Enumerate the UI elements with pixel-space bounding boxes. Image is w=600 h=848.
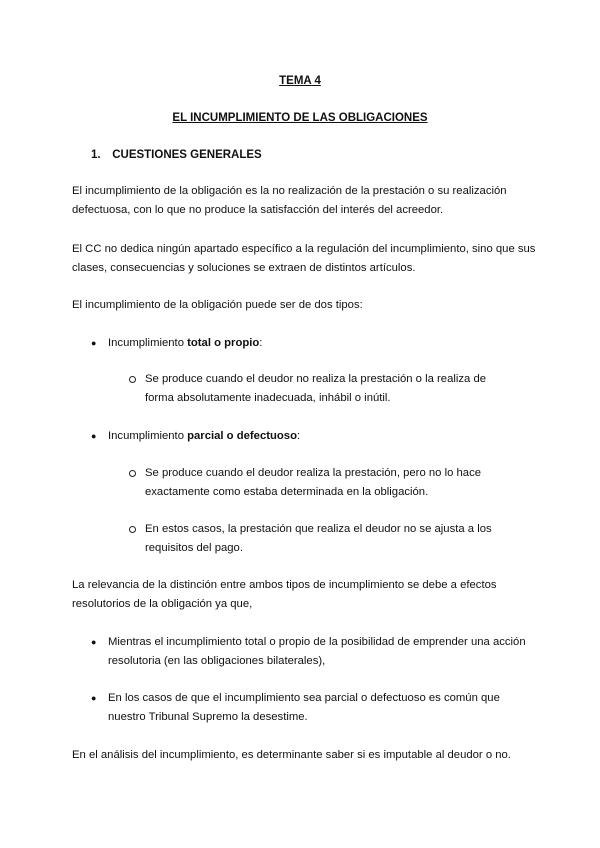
bullet-total-propio <box>108 334 538 353</box>
bullet-bold-term: total o propio <box>187 337 260 349</box>
sub-bullet-parcial-desc: Se produce cuando el deudor realiza la prestación, pero no lo hace exactamente como estaba determinada en la obligación. <box>145 467 481 498</box>
bullet-dot-icon: ● <box>91 431 97 441</box>
bullet-dot-icon: ● <box>91 338 97 348</box>
paragraph-definition: El incumplimiento de la obligación es la no realización de la prestación o su realización defectuosa, con lo que no produce la satisfacción del interés del acreedor. <box>72 185 507 216</box>
bullet-dot-icon: ● <box>91 637 97 647</box>
bullet-prefix: Incumplimiento <box>108 337 188 349</box>
sub-bullet-circle-icon <box>129 470 136 477</box>
section-number: 1. <box>91 149 101 161</box>
paragraph-types-intro: El incumplimiento de la obligación puede ser de dos tipos: <box>72 299 363 311</box>
paragraph-relevancia: La relevancia de la distinción entre ambos tipos de incumplimiento se debe a efectos resolutorios de la obligación ya que, <box>72 579 497 610</box>
bullet-casos-parcial: En los casos de que el incumplimiento sea parcial o defectuoso es común que nuestro Tribunal Supremo la desestime. <box>108 692 500 723</box>
bullet-prefix: Incumplimiento <box>108 430 188 442</box>
section-title: CUESTIONES GENERALES <box>112 149 262 161</box>
paragraph-cc: El CC no dedica ningún apartado específico a la regulación del incumplimiento, sino que sus clases, consecuencias y soluciones se extraen de distintos artículos. <box>72 243 536 274</box>
sub-bullet-parcial-requisitos: En estos casos, la prestación que realiza el deudor no se ajusta a los requisitos del pago. <box>145 523 492 554</box>
bullet-dot-icon: ● <box>91 693 97 703</box>
sub-bullet-circle-icon <box>129 526 136 533</box>
section-heading <box>91 148 262 162</box>
paragraph-analisis: En el análisis del incumplimiento, es determinante saber si es imputable al deudor o no. <box>72 749 511 761</box>
bullet-parcial-defectuoso <box>108 427 538 446</box>
bullet-bold-term: parcial o defectuoso <box>187 430 297 442</box>
bullet-suffix: : <box>296 430 301 442</box>
document-title: TEMA 4 <box>279 75 321 87</box>
bullet-mientras: Mientras el incumplimiento total o propio de la posibilidad de emprender una acción resolutoria (en las obligaciones bilaterales), <box>108 636 526 667</box>
sub-bullet-circle-icon <box>129 376 136 383</box>
sub-bullet-total-desc: Se produce cuando el deudor no realiza la prestación o la realiza de forma absolutamente inadecuada, inhábil o inútil. <box>145 373 487 404</box>
bullet-suffix: : <box>259 337 263 349</box>
document-subtitle: EL INCUMPLIMIENTO DE LAS OBLIGACIONES <box>172 112 428 124</box>
